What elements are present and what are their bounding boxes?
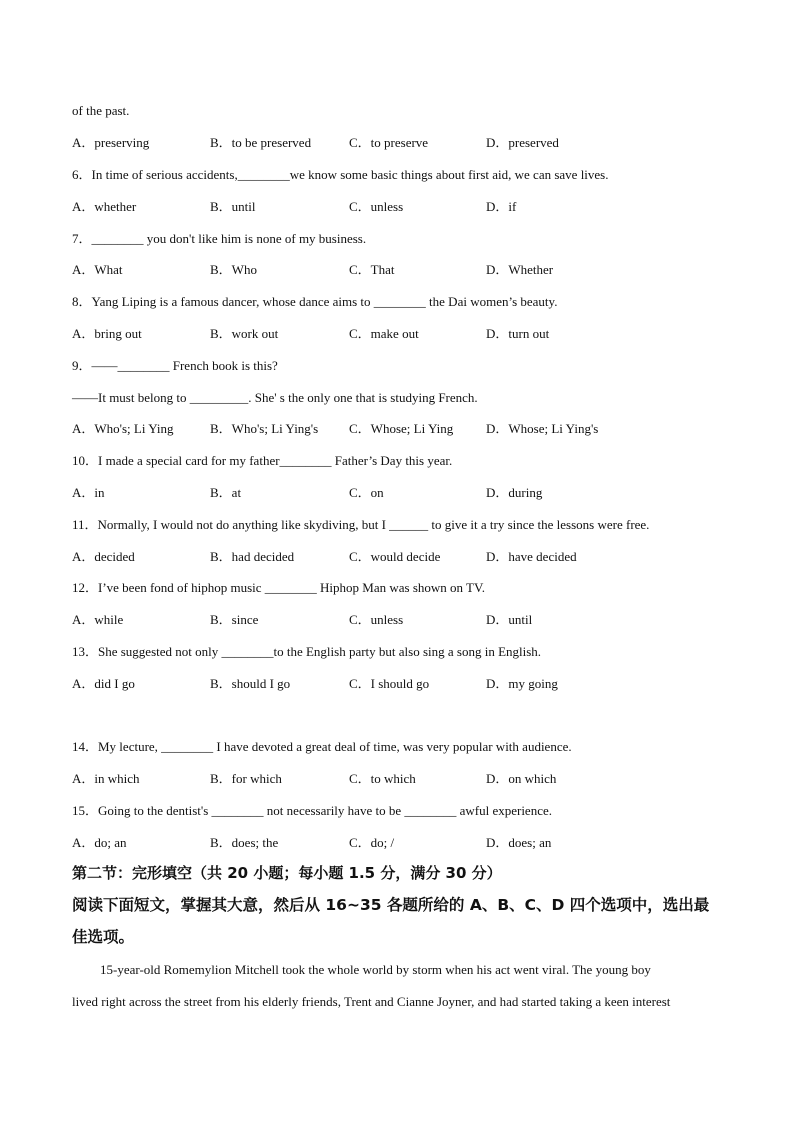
option-d: D．Whose; Li Ying's [486,421,599,436]
section-instruction-line-1: 阅读下面短文，掌握其大意，然后从 16~35 各题所给的 A、B、C、D 四个选项中，选出最 [72,896,710,914]
question-7-options [72,262,732,278]
option-b: B．had decided [210,549,295,564]
option-c: C．make out [349,326,419,341]
option-b: B．should I go [210,676,291,691]
option-b: B．for which [210,771,282,786]
option-c: C．to preserve [349,135,429,150]
question-15-stem: 15．Going to the dentist's ________ not necessarily have to be ________ awful experience. [72,803,552,818]
option-d: D．have decided [486,549,577,564]
option-b: B．Who [210,262,257,277]
option-a: A．in which [72,771,140,786]
option-a: A．do; an [72,835,127,850]
option-c: C．unless [349,612,404,627]
question-13-options [72,676,732,692]
question-7-stem: 7．________ you don't like him is none of my business. [72,231,367,246]
question-12-options [72,612,732,628]
option-a: A．decided [72,549,135,564]
option-c: C．do; / [349,835,395,850]
question-11-options [72,549,732,565]
question-11-stem: 11．Normally, I would not do anything like skydiving, but I ______ to give it a try since the lessons were free. [72,517,650,532]
option-d: D．does; an [486,835,552,850]
option-a: A．bring out [72,326,142,341]
question-5-options [72,135,732,151]
passage-line-2: lived right across the street from his elderly friends, Trent and Cianne Joyner, and had started taking a keen interest [72,994,671,1009]
option-b: B．does; the [210,835,279,850]
option-d: D．until [486,612,533,627]
option-d: D．if [486,199,517,214]
option-b: B．at [210,485,242,500]
option-c: C．to which [349,771,416,786]
question-8-stem: 8．Yang Liping is a famous dancer, whose dance aims to ________ the Dai women’s beauty. [72,294,558,309]
option-b: B．since [210,612,259,627]
question-6-stem: 6．In time of serious accidents,________we know some basic things about first aid, we can save lives. [72,167,609,182]
option-c: C．on [349,485,384,500]
question-6-options [72,199,732,215]
section-instruction-line-2: 佳选项。 [72,928,135,946]
option-c: C．Whose; Li Ying [349,421,454,436]
section-title: 第二节：完形填空（共 20 小题；每小题 1.5 分，满分 30 分） [72,864,502,882]
question-10-stem: 10．I made a special card for my father________ Father’s Day this year. [72,453,453,468]
continued-text: of the past. [72,103,130,118]
option-c: C．unless [349,199,404,214]
question-14-options [72,771,732,787]
passage-line-1: 15-year-old Romemylion Mitchell took the whole world by storm when his act went viral. The young boy [100,962,651,977]
option-d: D．on which [486,771,557,786]
option-c: C．I should go [349,676,430,691]
option-a: A．while [72,612,124,627]
option-d: D．during [486,485,543,500]
option-d: D．my going [486,676,558,691]
option-b: B．Who's; Li Ying's [210,421,319,436]
question-15-options [72,835,732,851]
option-b: B．until [210,199,256,214]
option-a: A．What [72,262,123,277]
option-a: A．whether [72,199,137,214]
option-d: D．turn out [486,326,550,341]
option-b: B．to be preserved [210,135,312,150]
option-c: C．That [349,262,395,277]
question-13-stem: 13．She suggested not only ________to the English party but also sing a song in English. [72,644,542,659]
option-a: A．in [72,485,105,500]
option-d: D．preserved [486,135,559,150]
question-12-stem: 12．I’ve been fond of hiphop music ________ Hiphop Man was shown on TV. [72,580,485,595]
option-a: A．preserving [72,135,150,150]
question-9-response: ——It must belong to _________. She' s the only one that is studying French. [72,390,478,405]
option-b: B．work out [210,326,279,341]
option-a: A．Who's; Li Ying [72,421,174,436]
question-9-stem: 9．——________ French book is this? [72,358,278,373]
option-d: D．Whether [486,262,554,277]
question-14-stem: 14．My lecture, ________ I have devoted a great deal of time, was very popular with audience. [72,739,572,754]
option-a: A．did I go [72,676,135,691]
question-9-options [72,421,732,437]
question-8-options [72,326,732,342]
question-10-options [72,485,732,501]
option-c: C．would decide [349,549,441,564]
